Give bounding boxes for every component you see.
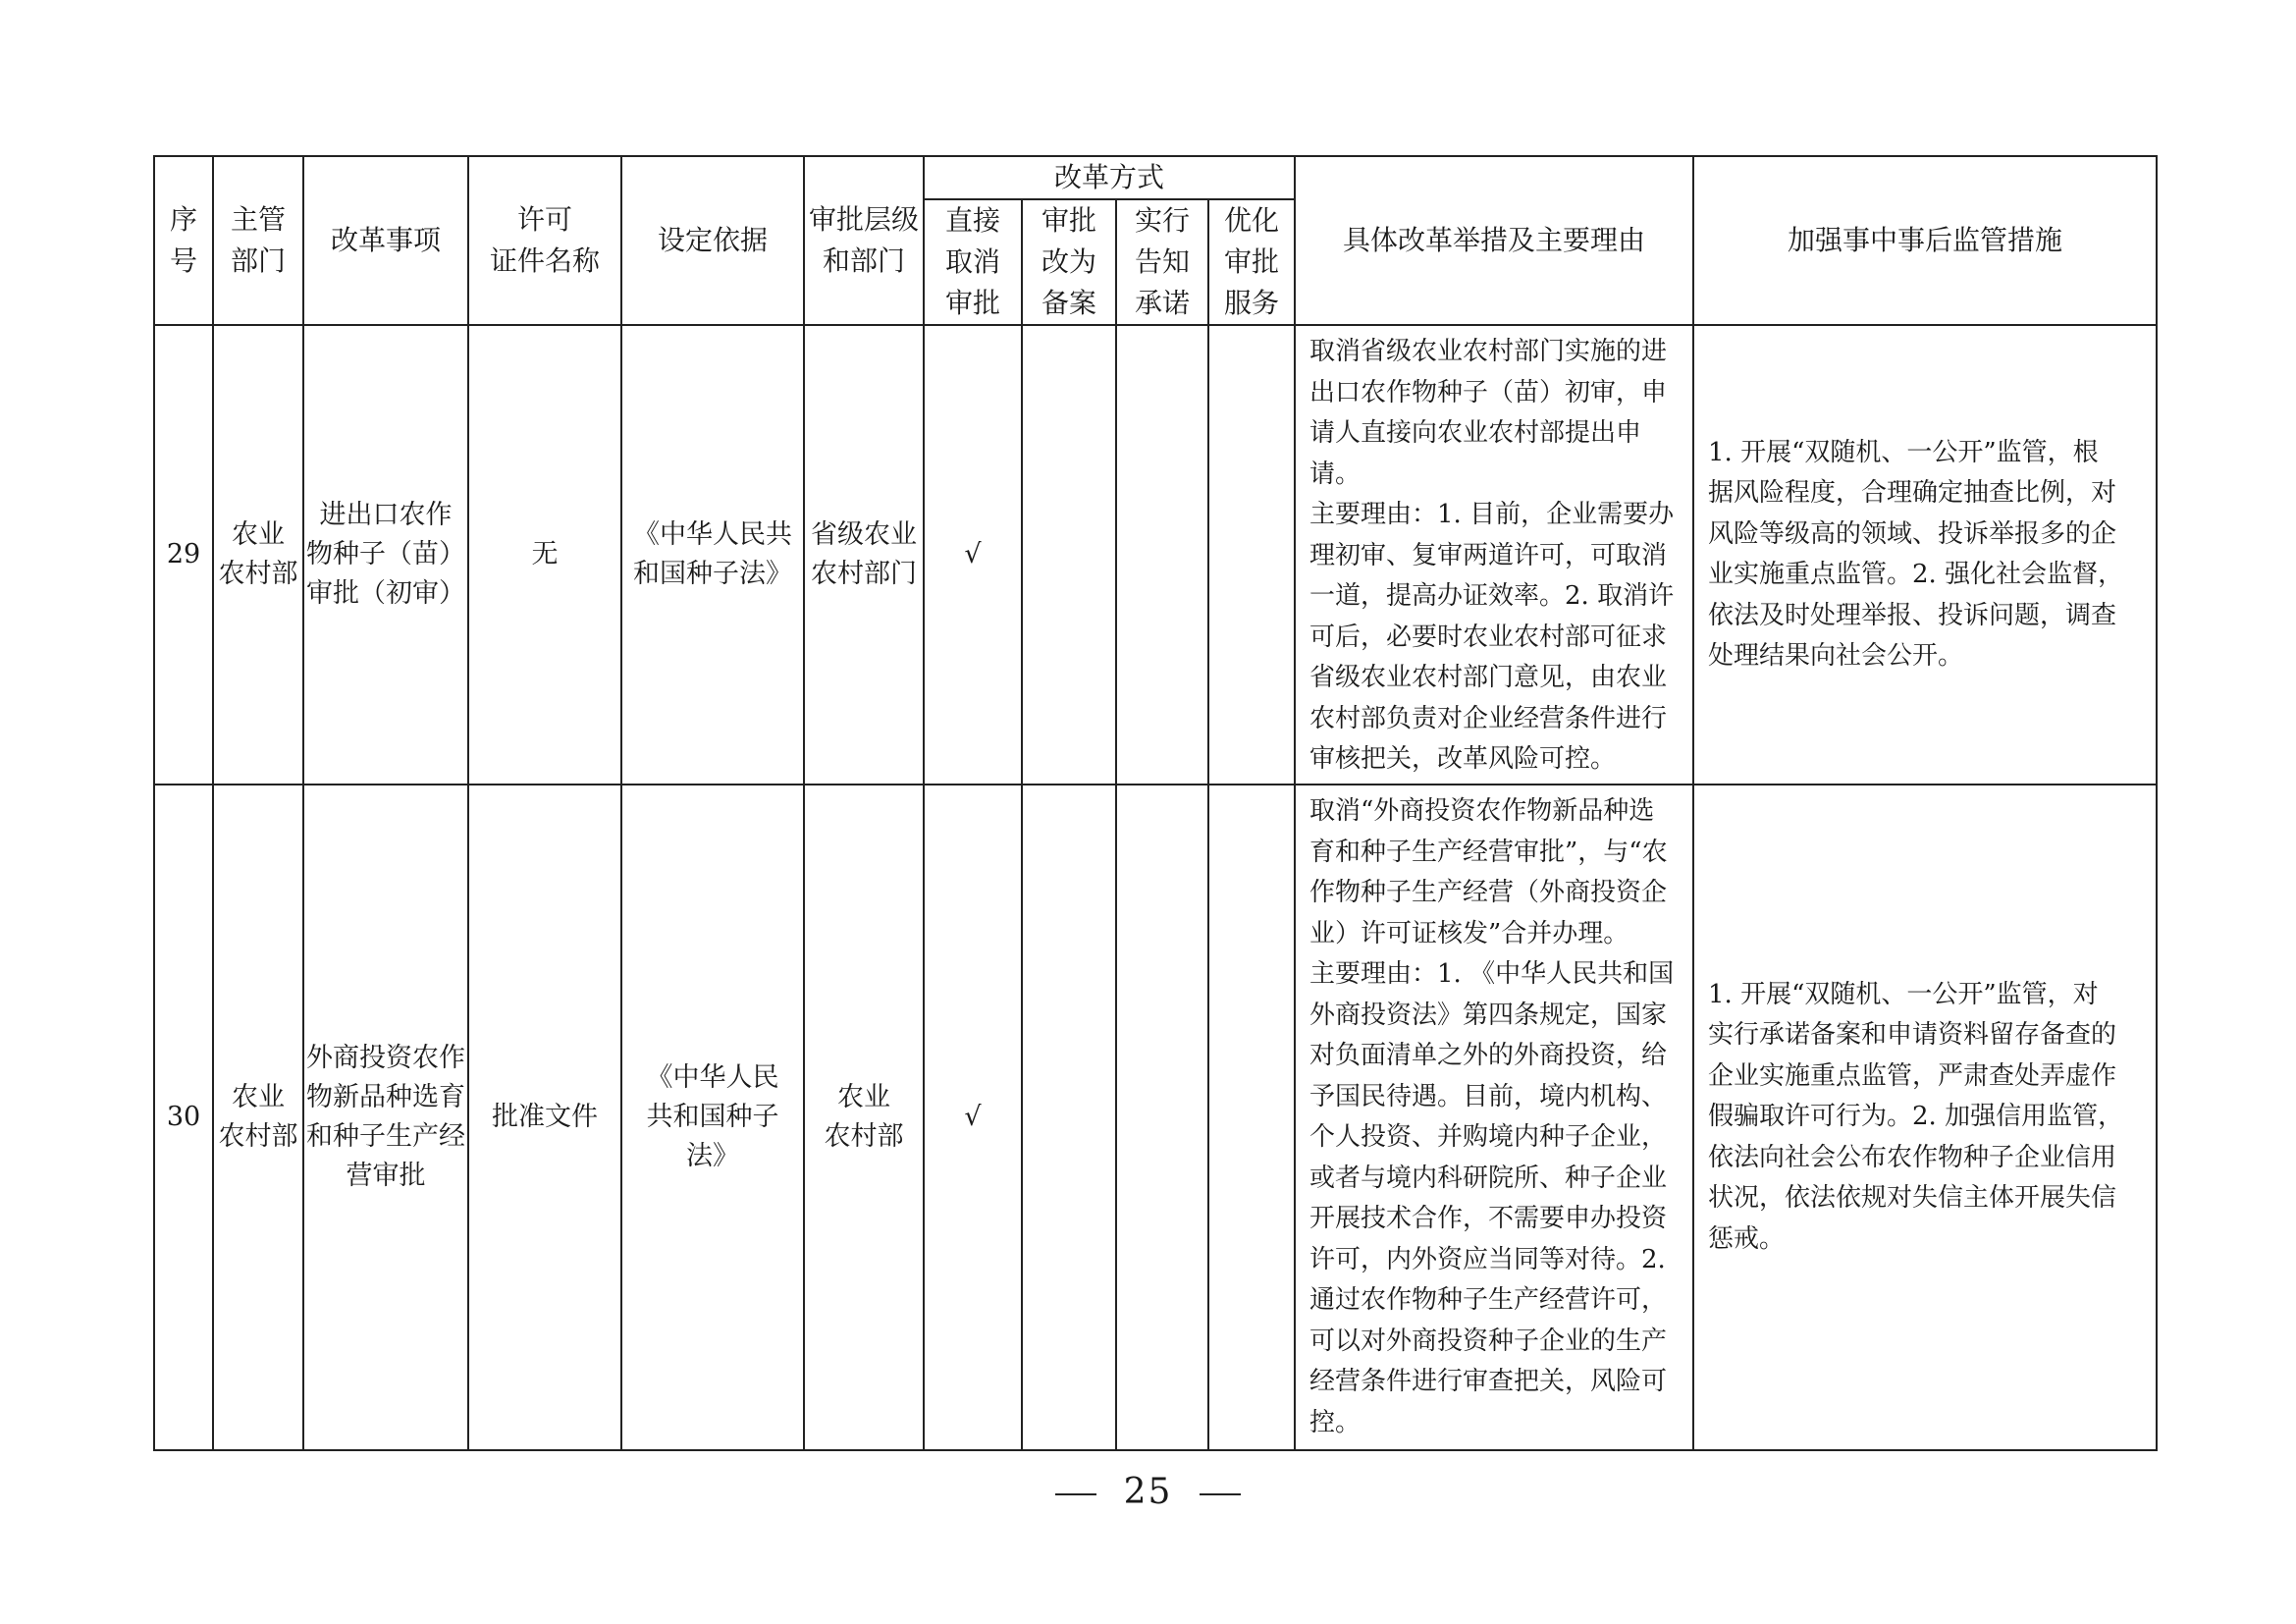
cell-supervision: 1. 开展“双随机、一公开”监管，对 实行承诺备案和申请资料留存备查的 企业实施重点监管，严肃查处弄虚作 假骗取许可行为。2. 加强信用监管， 依法向社会公布农作物种子企业信用 状况，依法依规对失信主体开展失信 惩戒。: [1693, 785, 2157, 1450]
header-reform-cancel: 直接 取消 审批: [924, 199, 1022, 325]
header-item: 改革事项: [303, 156, 468, 325]
header-reform-commit: 实行 告知 承诺: [1116, 199, 1208, 325]
cell-license: 批准文件: [468, 785, 621, 1450]
header-license: 许可 证件名称: [468, 156, 621, 325]
header-reform-group: 改革方式: [924, 156, 1295, 199]
header-measures: 具体改革举措及主要理由: [1295, 156, 1693, 325]
cell-license: 无: [468, 325, 621, 785]
header-dept: 主管 部门: [213, 156, 303, 325]
page-footer: [0, 1468, 2296, 1517]
cell-level: 省级农业 农村部门: [804, 325, 924, 785]
header-supervision: 加强事中事后监管措施: [1693, 156, 2157, 325]
reform-table: [153, 155, 2158, 1451]
cell-basis: 《中华人民共 和国种子法》: [621, 325, 804, 785]
cell-to-record: [1022, 325, 1116, 785]
cell-item: 外商投资农作 物新品种选育 和种子生产经 营审批: [303, 785, 468, 1450]
cell-to-record: [1022, 785, 1116, 1450]
table-row: [154, 785, 2157, 1450]
cell-notify-commit: [1116, 785, 1208, 1450]
cell-optimize: [1208, 325, 1295, 785]
cell-notify-commit: [1116, 325, 1208, 785]
page-number: 25: [1123, 1472, 1173, 1512]
cell-cancel-check: √: [924, 325, 1022, 785]
header-reform-record: 审批 改为 备案: [1022, 199, 1116, 325]
cell-measures: 取消“外商投资农作物新品种选 育和种子生产经营审批”，与“农 作物种子生产经营（外商投资企 业）许可证核发”合并办理。 主要理由：1. 《中华人民共和国 外商投资法》第四条规定，国家 对负面清单之外的外商投资，给 予国民待遇。目前，境内机构、 个人投资、并购境内种子企业， 或者与境内科研院所、种子企业 开展技术合作，不需要申办投资 许可，内外资应当同等对待。2. 通过农作物种子生产经营许可， 可以对外商投资种子企业的生产 经营条件进行审查把关，风险可 控。: [1295, 785, 1693, 1450]
cell-measures: 取消省级农业农村部门实施的进 出口农作物种子（苗）初审，申 请人直接向农业农村部提出申 请。 主要理由：1. 目前，企业需要办 理初审、复审两道许可，可取消 一道，提高办证效率。2. 取消许 可后，必要时农业农村部可征求 省级农业农村部门意见，由农业 农村部负责对企业经营条件进行 审核把关，改革风险可控。: [1295, 325, 1693, 785]
cell-seq: 30: [154, 785, 213, 1450]
cell-optimize: [1208, 785, 1295, 1450]
cell-cancel-check: √: [924, 785, 1022, 1450]
header-basis: 设定依据: [621, 156, 804, 325]
cell-dept: 农业 农村部: [213, 325, 303, 785]
cell-item: 进出口农作 物种子（苗） 审批（初审）: [303, 325, 468, 785]
footer-dash-left: [1055, 1493, 1096, 1495]
cell-supervision: 1. 开展“双随机、一公开”监管，根 据风险程度，合理确定抽查比例，对 风险等级高的领域、投诉举报多的企 业实施重点监管。2. 强化社会监督， 依法及时处理举报、投诉问题，调查 处理结果向社会公开。: [1693, 325, 2157, 785]
table-row: [154, 325, 2157, 785]
header-seq: 序 号: [154, 156, 213, 325]
cell-dept: 农业 农村部: [213, 785, 303, 1450]
header-reform-optimize: 优化 审批 服务: [1208, 199, 1295, 325]
header-level: 审批层级 和部门: [804, 156, 924, 325]
cell-seq: 29: [154, 325, 213, 785]
footer-dash-right: [1200, 1493, 1241, 1495]
cell-basis: 《中华人民 共和国种子 法》: [621, 785, 804, 1450]
cell-level: 农业 农村部: [804, 785, 924, 1450]
